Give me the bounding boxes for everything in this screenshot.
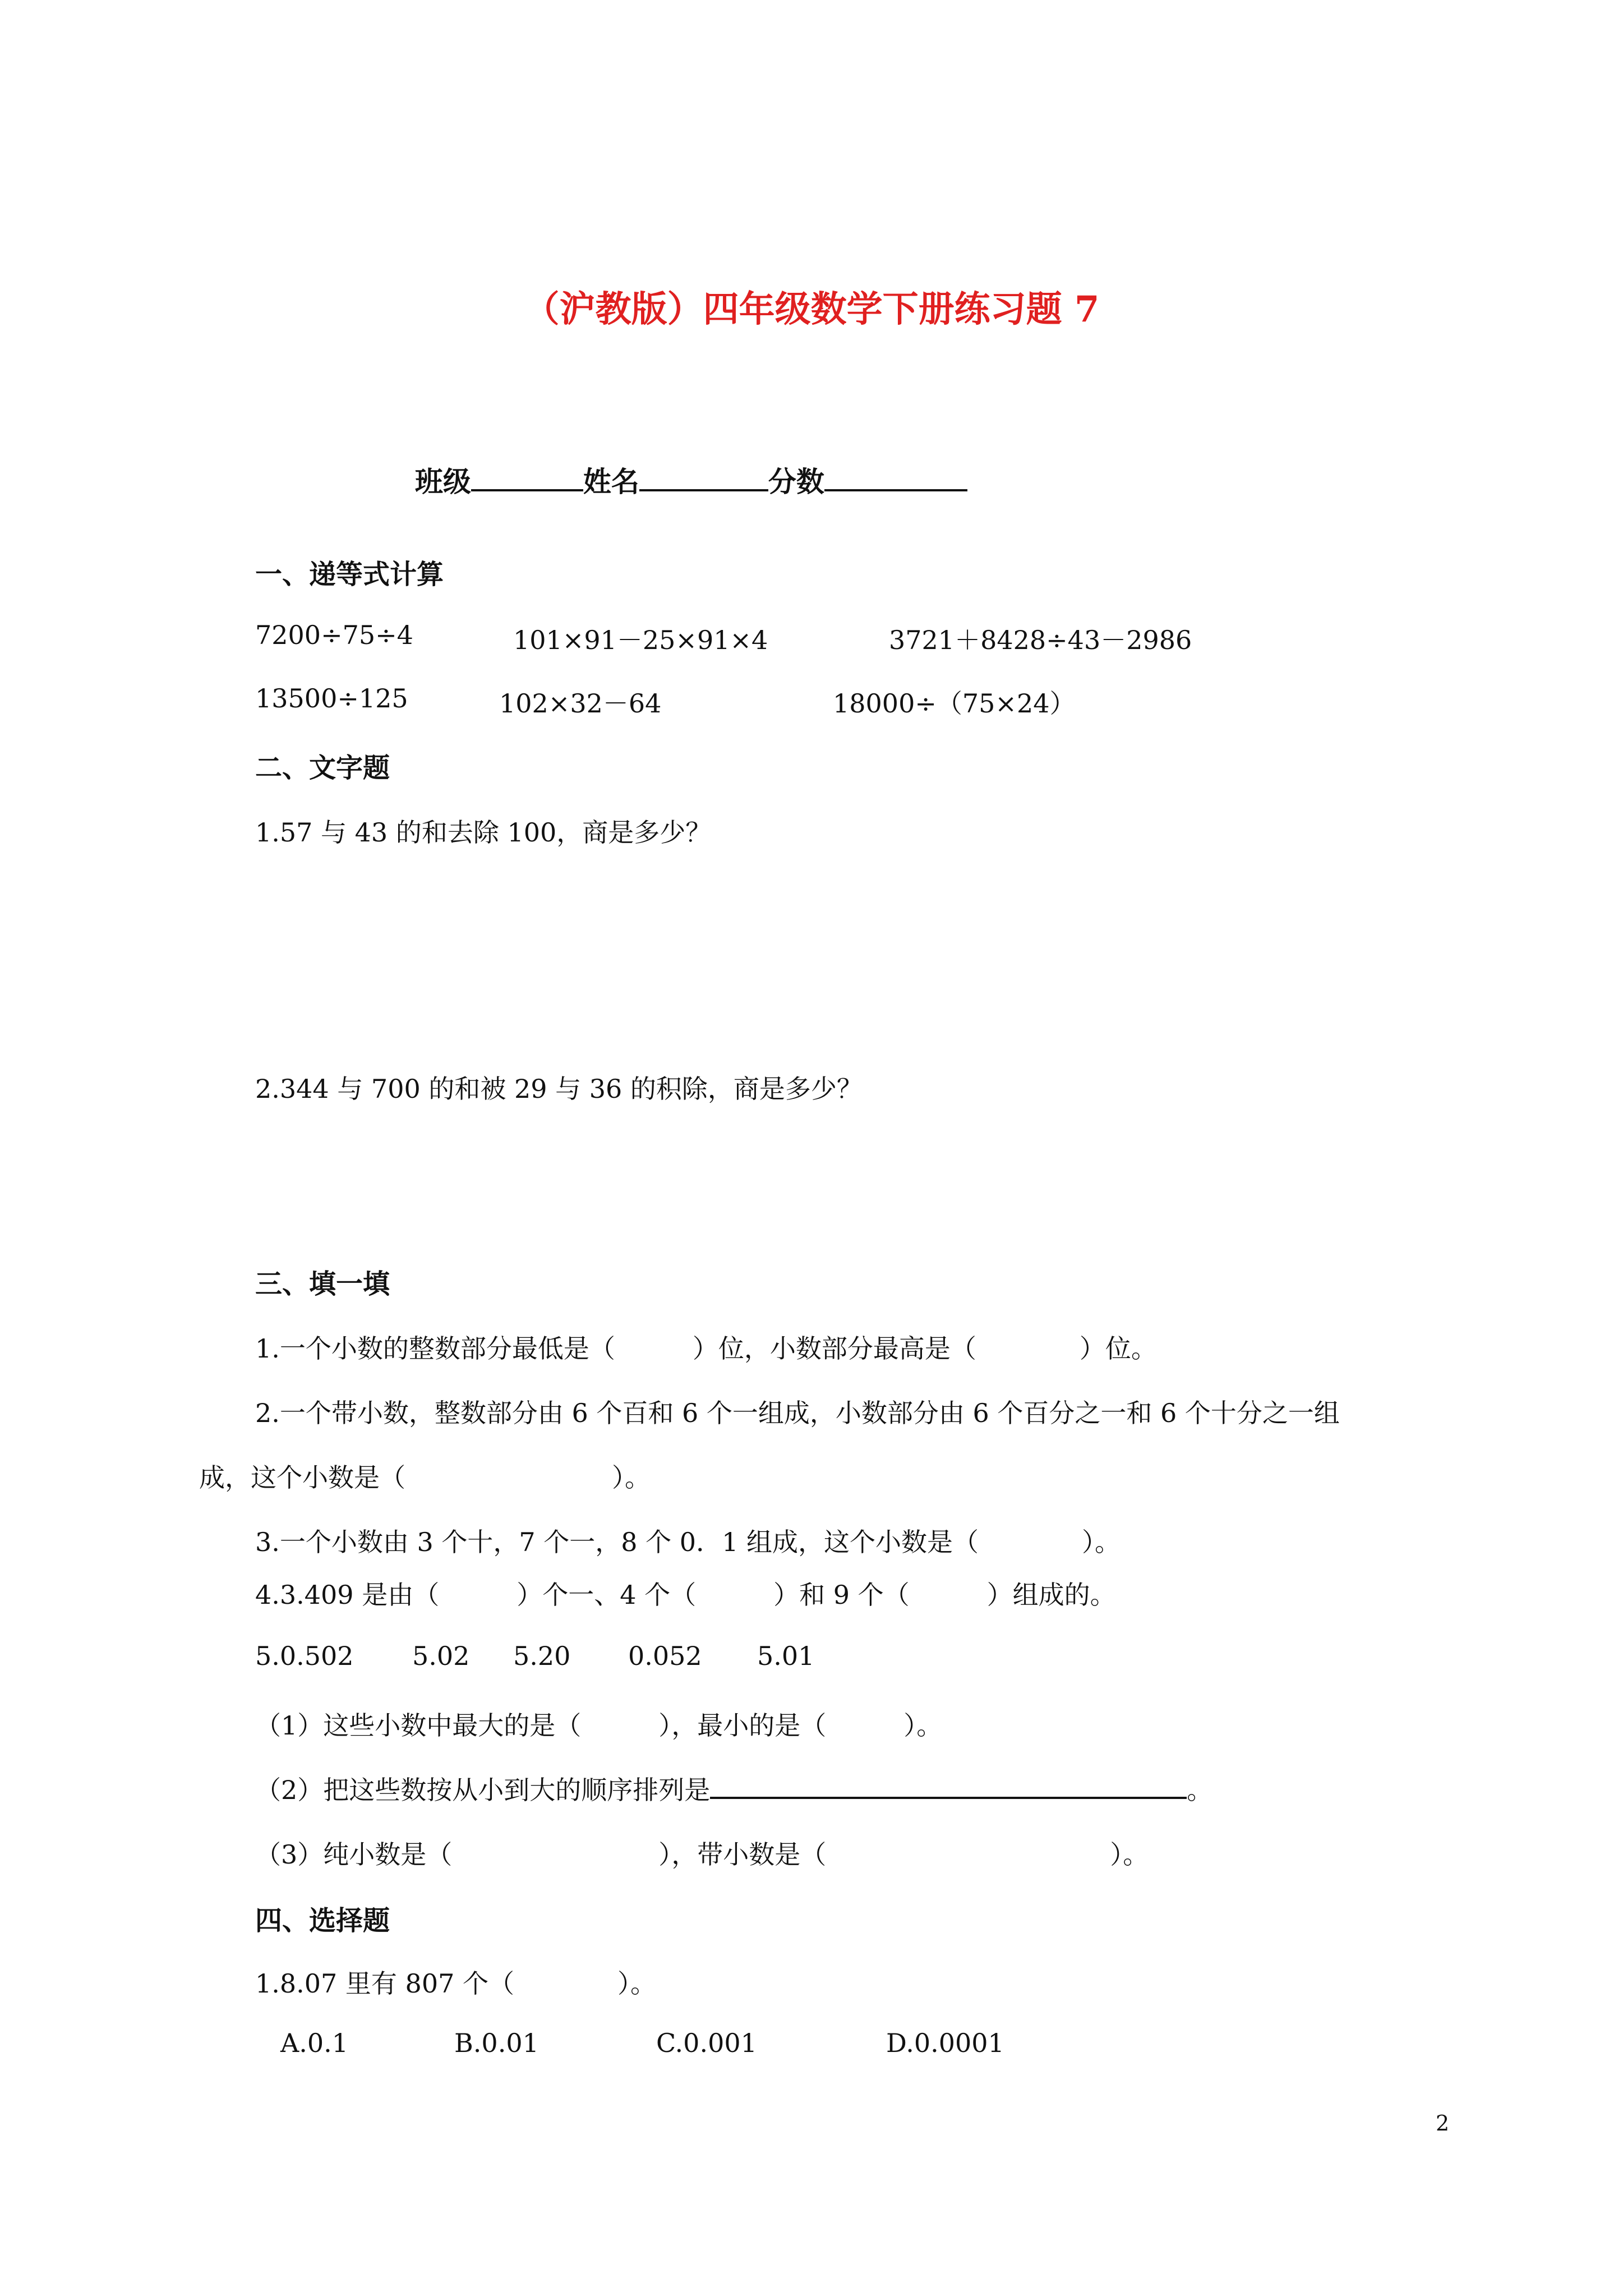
q5-number-4: 0.052 — [628, 1641, 702, 1671]
fill-question-3: 3.一个小数由 3 个十，7 个一，8 个 0．1 组成，这个小数是（ ）。 — [255, 1527, 1121, 1557]
q5-number-5: 5.01 — [757, 1641, 815, 1671]
calc-5: 102×32－64 — [499, 688, 662, 719]
section2-heading: 二、文字题 — [255, 752, 390, 784]
q5-2-text: （2）把这些数按从小到大的顺序排列是 — [255, 1775, 711, 1805]
word-question-1: 1.57 与 43 的和去除 100，商是多少？ — [255, 817, 712, 848]
score-label: 分数 — [768, 465, 824, 498]
calc-6: 18000÷（75×24） — [833, 688, 1076, 719]
calc-1: 7200÷75÷4 — [255, 620, 413, 650]
class-label: 班级 — [414, 465, 471, 498]
student-info-line — [395, 426, 967, 500]
option-a: A.0.1 — [280, 2028, 348, 2058]
calc-3: 3721＋8428÷43－2986 — [889, 625, 1192, 655]
word-question-2: 2.344 与 700 的和被 29 与 36 的积除，商是多少？ — [255, 1074, 863, 1104]
fill-question-5-2 — [255, 1770, 1212, 1807]
name-blank — [639, 463, 768, 491]
fill-question-4: 4.3.409 是由（ ）个一、4 个（ ）和 9 个（ ）组成的。 — [255, 1580, 1116, 1610]
section3-heading: 三、填一填 — [255, 1268, 390, 1300]
section1-heading: 一、递等式计算 — [255, 559, 444, 590]
score-blank — [824, 463, 967, 491]
answer-underline — [710, 1773, 1187, 1799]
fill-question-1: 1.一个小数的整数部分最低是（ ）位，小数部分最高是（ ）位。 — [255, 1333, 1157, 1364]
fill-question-2-line1: 2.一个带小数，整数部分由 6 个百和 6 个一组成，小数部分由 6 个百分之一和 6 个十分之一组 — [255, 1398, 1340, 1428]
section4-heading: 四、选择题 — [255, 1905, 390, 1936]
fill-question-5-1: （1）这些小数中最大的是（ ），最小的是（ ）。 — [255, 1710, 943, 1741]
option-d: D.0.0001 — [886, 2028, 1004, 2058]
page-title: （沪教版）四年级数学下册练习题 7 — [523, 288, 1100, 330]
option-b: B.0.01 — [454, 2028, 539, 2058]
fill-question-2-line2: 成，这个小数是（ ）。 — [199, 1462, 651, 1493]
page-number: 2 — [1436, 2111, 1450, 2136]
calc-2: 101×91－25×91×4 — [513, 625, 768, 655]
q5-number-1: 5.0.502 — [255, 1641, 354, 1671]
fill-question-5-3: （3）纯小数是（ ），带小数是（ ）。 — [255, 1839, 1149, 1870]
class-blank — [471, 463, 583, 491]
q5-number-3: 5.20 — [513, 1641, 571, 1671]
choice-question-1: 1.8.07 里有 807 个（ ）。 — [255, 1968, 656, 1999]
q5-2-end: 。 — [1187, 1775, 1213, 1805]
name-label: 姓名 — [583, 465, 639, 498]
calc-4: 13500÷125 — [255, 683, 408, 714]
option-c: C.0.001 — [656, 2028, 757, 2058]
q5-number-2: 5.02 — [412, 1641, 470, 1671]
